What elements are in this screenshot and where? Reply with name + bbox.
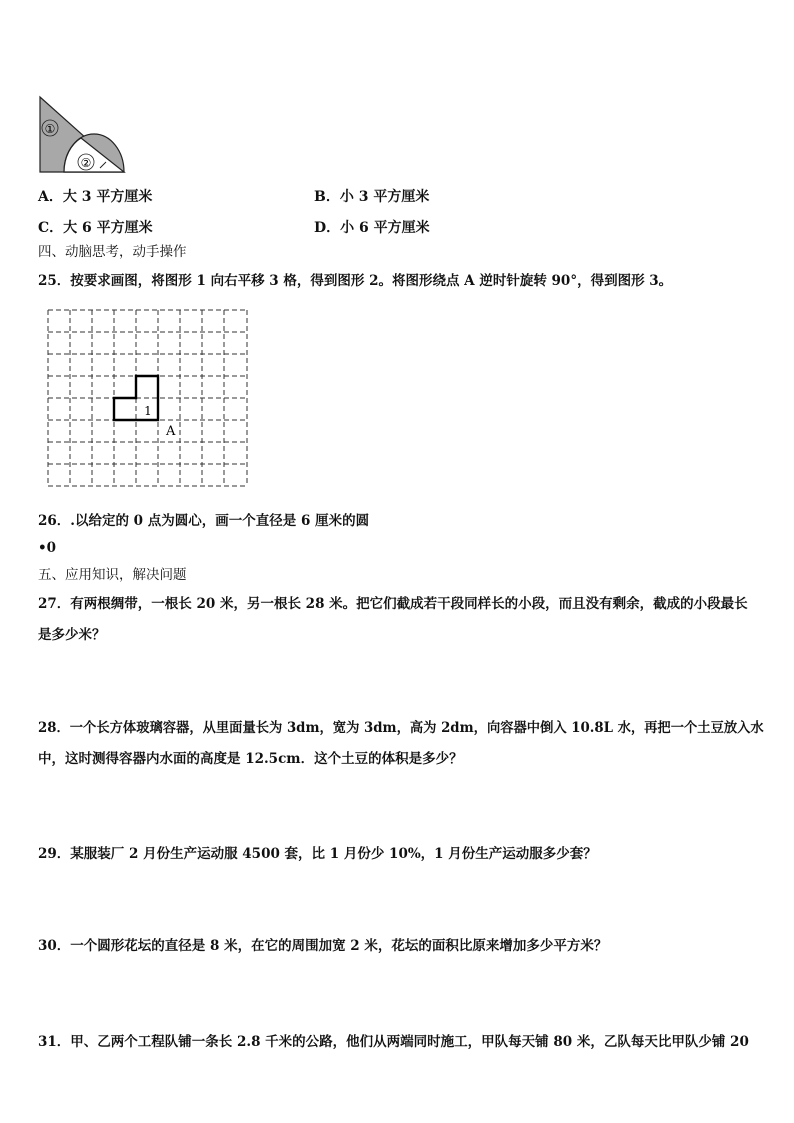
- question-31-text: 31．甲、乙两个工程队铺一条长 2.8 千米的公路，他们从两端同时施工，甲队每天铺 80 米，乙队每天比甲队少铺 20: [38, 1034, 749, 1050]
- region-1-label: ①: [44, 122, 56, 136]
- triangle-semicircle-figure: [34, 92, 134, 178]
- center-point-0: •0: [38, 540, 57, 556]
- question-26-text: 26．.以给定的 0 点为圆心，画一个直径是 6 厘米的圆: [38, 513, 370, 529]
- question-29-text: 29．某服装厂 2 月份生产运动服 4500 套，比 1 月份少 10%，1 月份生产运动服多少套？: [38, 846, 597, 862]
- question-30-text: 30．一个圆形花坛的直径是 8 米，在它的周围加宽 2 米，花坛的面积比原来增加多少平方米？: [38, 938, 608, 954]
- point-a-label: A: [166, 424, 176, 439]
- grid-figure: [44, 306, 252, 488]
- question-28-line-2: 中，这时测得容器内水面的高度是 12.5cm．这个土豆的体积是多少？: [38, 751, 463, 767]
- question-27-line-2: 是多少米？: [38, 627, 106, 643]
- figure-1-label: 1: [144, 404, 152, 418]
- option-d: D．小 6 平方厘米: [314, 220, 430, 236]
- question-25-text: 25．按要求画图，将图形 1 向右平移 3 格，得到图形 2。将图形绕点 A 逆时针旋转 90°，得到图形 3。: [38, 273, 673, 289]
- question-28-line-1: 28．一个长方体玻璃容器，从里面量长为 3dm，宽为 3dm，高为 2dm，向容器中倒入 10.8L 水，再把一个土豆放入水: [38, 720, 764, 736]
- question-27-line-1: 27．有两根绸带，一根长 20 米，另一根长 28 米。把它们截成若干段同样长的小段，而且没有剩余，截成的小段最长: [38, 596, 748, 612]
- region-2-label: ②: [80, 156, 92, 170]
- section-5-title: 五、应用知识，解决问题: [38, 567, 187, 583]
- option-a: A．大 3 平方厘米: [38, 189, 153, 205]
- section-4-title: 四、动脑思考，动手操作: [38, 244, 187, 260]
- option-b: B．小 3 平方厘米: [314, 189, 430, 205]
- option-c: C．大 6 平方厘米: [38, 220, 153, 236]
